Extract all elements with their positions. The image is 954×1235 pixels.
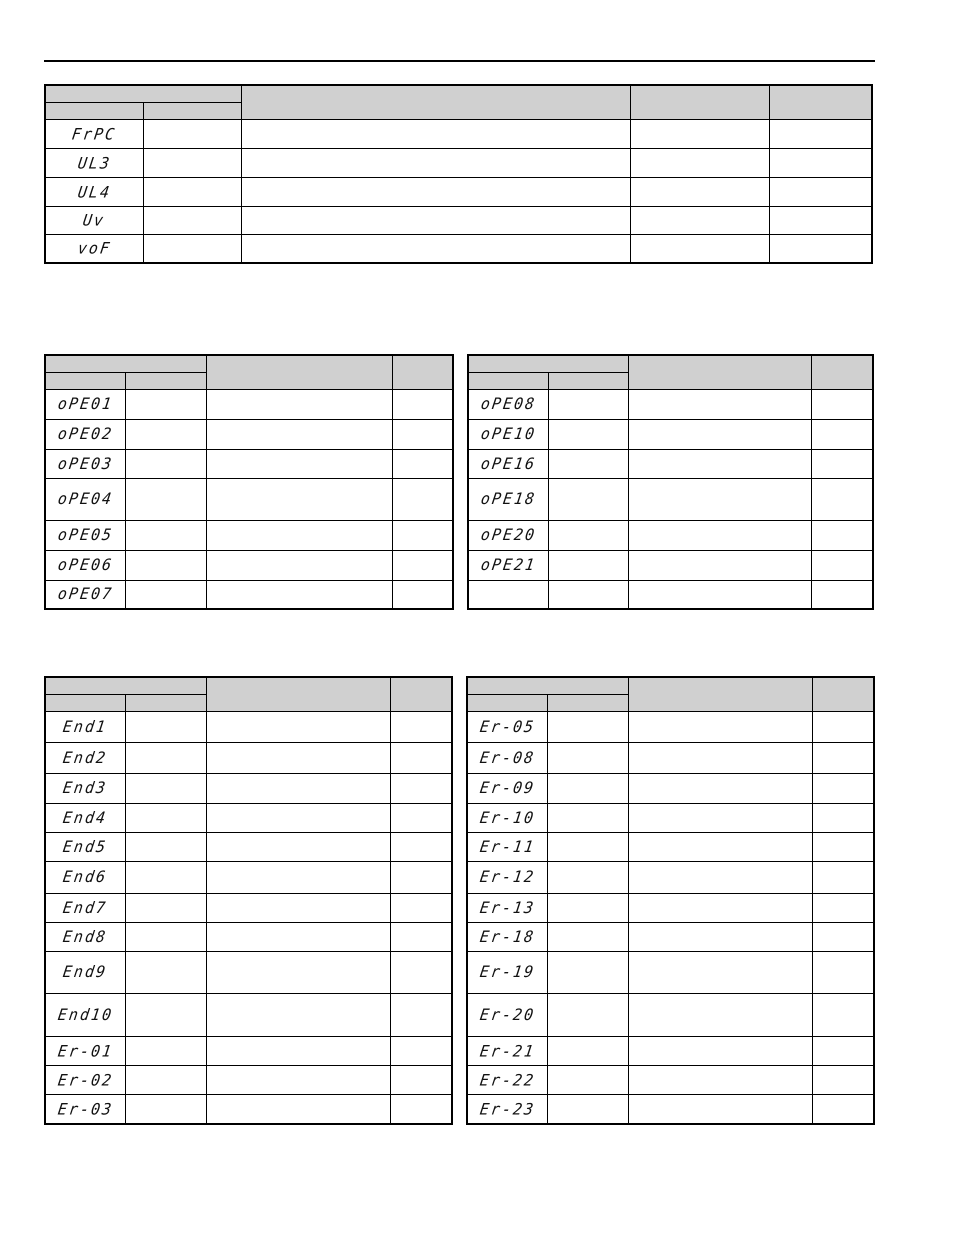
display-code: Er-01 xyxy=(56,1041,115,1060)
display-code: UL4 xyxy=(76,182,113,201)
display-code: Er-03 xyxy=(56,1099,115,1119)
table-row xyxy=(45,773,452,803)
display-code: End9 xyxy=(61,962,109,982)
display-code: Er-09 xyxy=(478,778,537,798)
table-row xyxy=(45,580,453,609)
table-row xyxy=(467,861,874,893)
table-row xyxy=(45,478,453,520)
table-row xyxy=(45,951,452,993)
table-row xyxy=(45,803,452,832)
table-row xyxy=(45,742,452,773)
table-row xyxy=(45,550,453,580)
table-row xyxy=(467,803,874,832)
display-code: Er-10 xyxy=(478,808,537,827)
display-code: oPE03 xyxy=(56,454,115,473)
display-code: oPE10 xyxy=(479,424,538,444)
display-code: End1 xyxy=(61,717,109,736)
display-code: oPE20 xyxy=(479,525,538,545)
table-row xyxy=(467,711,874,742)
table-row xyxy=(45,1094,452,1124)
table-row xyxy=(468,478,873,520)
display-code: End2 xyxy=(61,748,109,767)
display-code: End3 xyxy=(61,778,109,798)
table-row xyxy=(468,580,873,609)
display-code: oPE05 xyxy=(56,525,115,545)
table-row xyxy=(45,922,452,951)
display-code: FrPC xyxy=(70,124,118,143)
table-row xyxy=(468,419,873,449)
top-rule xyxy=(44,60,875,62)
display-code: Er-23 xyxy=(478,1099,537,1119)
table-row xyxy=(467,922,874,951)
display-code: oPE16 xyxy=(479,454,538,473)
table-row xyxy=(468,520,873,550)
table-row xyxy=(467,893,874,922)
table-row xyxy=(45,520,453,550)
table-row xyxy=(45,177,872,206)
display-code: Er-13 xyxy=(478,898,537,917)
display-code: End6 xyxy=(61,867,109,887)
table-row xyxy=(468,550,873,580)
table-row xyxy=(45,389,453,419)
display-code: End10 xyxy=(56,1005,115,1024)
table-row xyxy=(45,419,453,449)
autotuning-error-table-left xyxy=(44,676,453,1125)
table-row xyxy=(45,711,452,742)
display-code: oPE06 xyxy=(56,555,115,575)
table-row xyxy=(468,389,873,419)
display-code: oPE01 xyxy=(56,394,115,414)
table-row xyxy=(468,449,873,478)
table-row xyxy=(467,832,874,861)
table-row xyxy=(45,119,872,148)
display-code: End8 xyxy=(61,927,109,946)
display-code: Er-05 xyxy=(478,717,537,736)
display-code: oPE21 xyxy=(479,555,538,575)
display-code: oPE04 xyxy=(56,489,115,509)
display-code: oPE08 xyxy=(479,394,538,414)
ope-error-table-right xyxy=(467,354,874,610)
table-row xyxy=(45,234,872,263)
table-row xyxy=(467,773,874,803)
table-row xyxy=(467,742,874,773)
display-code: voF xyxy=(76,238,113,258)
table-row xyxy=(45,1036,452,1065)
display-code: End7 xyxy=(61,898,109,917)
display-code: Er-20 xyxy=(478,1005,537,1024)
table-row xyxy=(467,1094,874,1124)
table-row xyxy=(45,861,452,893)
display-code: oPE18 xyxy=(479,489,538,509)
display-code: Er-08 xyxy=(478,748,537,767)
ope-error-table-left xyxy=(44,354,454,610)
table-row xyxy=(45,993,452,1036)
table-row xyxy=(45,1065,452,1094)
display-code: End4 xyxy=(61,808,109,827)
table-header-row xyxy=(45,85,872,102)
table-row xyxy=(45,832,452,861)
autotuning-error-table-right xyxy=(466,676,875,1125)
table-row xyxy=(45,893,452,922)
display-code: Er-21 xyxy=(478,1041,537,1060)
display-code: Er-12 xyxy=(478,867,537,887)
display-code: End5 xyxy=(61,837,109,856)
display-code: Er-18 xyxy=(478,927,537,946)
alarm-code-table xyxy=(44,84,873,264)
display-code: Uv xyxy=(81,210,107,230)
table-row xyxy=(45,206,872,234)
display-code: Er-02 xyxy=(56,1070,115,1089)
display-code: Er-11 xyxy=(478,837,537,856)
display-code: oPE07 xyxy=(56,584,115,604)
table-row xyxy=(467,1036,874,1065)
display-code: oPE02 xyxy=(56,424,115,444)
table-row xyxy=(467,993,874,1036)
display-code: Er-22 xyxy=(478,1070,537,1089)
table-row xyxy=(45,449,453,478)
display-code: Er-19 xyxy=(478,962,537,982)
display-code: UL3 xyxy=(76,153,113,172)
table-row xyxy=(467,1065,874,1094)
table-row xyxy=(45,148,872,177)
table-row xyxy=(467,951,874,993)
